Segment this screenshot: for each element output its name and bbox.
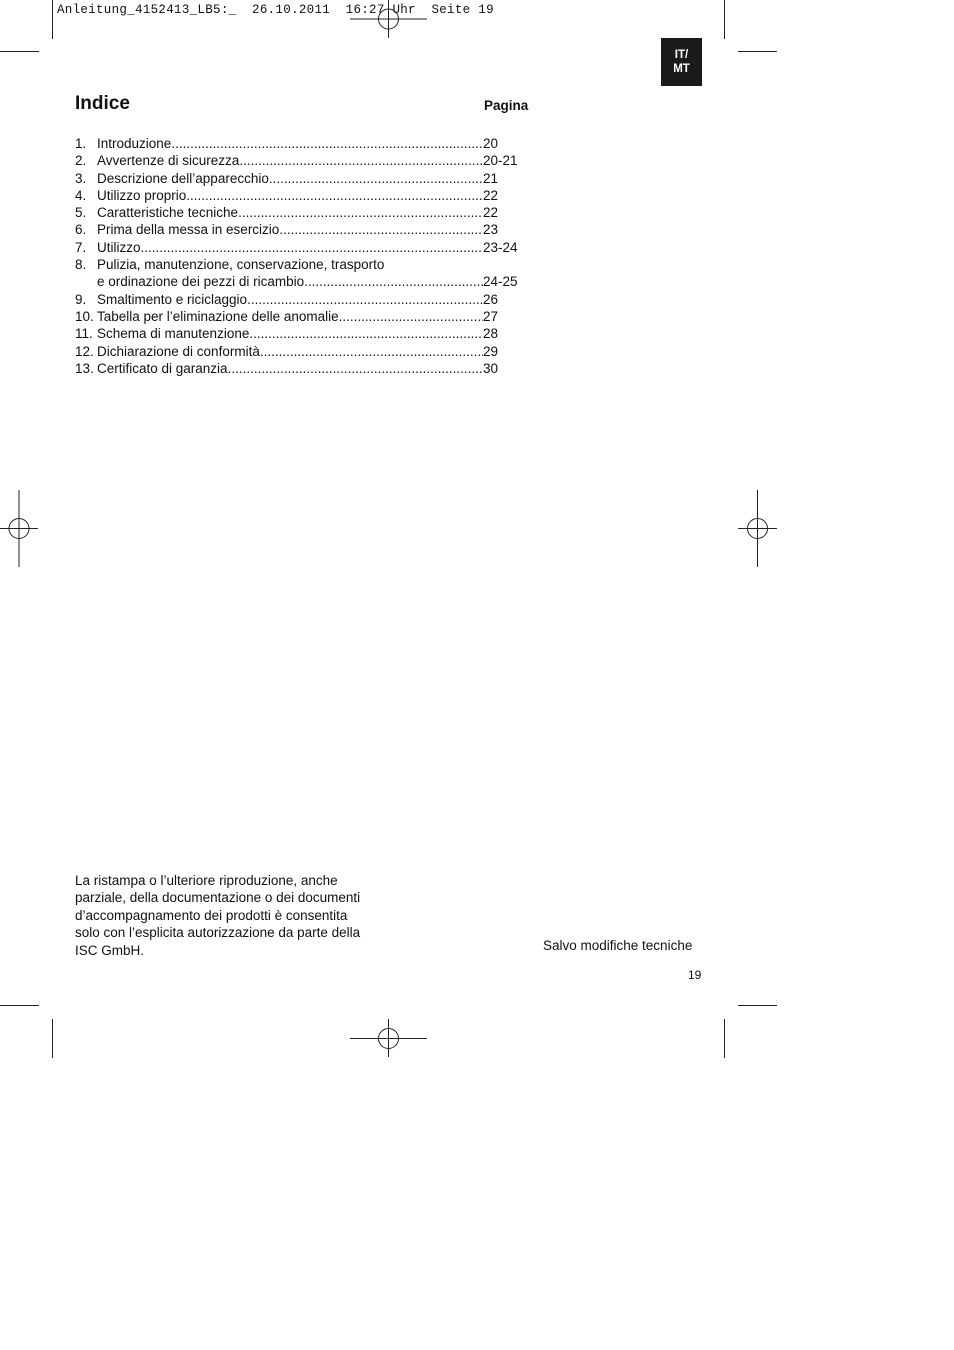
toc-entry-page: 29: [483, 343, 499, 359]
toc-entry-label: Prima della messa in esercizio: [97, 222, 280, 238]
toc-entry-number: 11.: [75, 326, 93, 342]
toc-entry-number: 7.: [75, 239, 87, 255]
toc-dot-leader: [260, 343, 483, 360]
toc-entry-page: 22: [483, 187, 499, 203]
toc-entry-page: 20: [483, 136, 499, 151]
toc-entry-label: Descrizione dell’apparecchio: [97, 170, 269, 186]
toc-entry-number: 1.: [75, 136, 87, 151]
toc-dot-leader: [228, 360, 483, 377]
toc-entry-number: [75, 273, 97, 290]
toc-entry: [75, 204, 535, 221]
toc-dot-leader: [171, 135, 483, 152]
reproduction-notice-line: La ristampa o l’ulteriore riproduzione, anche: [75, 873, 338, 888]
toc-entry-label: Introduzione: [97, 136, 172, 151]
toc-entry: [75, 325, 535, 342]
toc-entry-label: Utilizzo proprio: [97, 187, 187, 203]
toc-entry: [75, 170, 535, 187]
toc-entry-label: Smaltimento e riciclaggio: [97, 291, 248, 307]
toc-entry-label: e ordinazione dei pezzi di ricambio: [97, 274, 305, 290]
toc-entry: [75, 135, 535, 152]
language-tab: [661, 38, 702, 86]
toc-entry-page: 30: [483, 360, 499, 376]
toc-entry-page: 27: [483, 308, 499, 324]
toc-entry-page: 23-24: [483, 239, 518, 255]
toc-dot-leader: [269, 170, 483, 187]
toc-dot-leader: [279, 221, 483, 238]
toc-entry-number: 9.: [75, 291, 87, 307]
toc-entry-number: 12.: [75, 343, 94, 359]
reproduction-notice-line: solo con l’esplicita autorizzazione da parte della: [75, 925, 361, 941]
toc-entry: [75, 187, 535, 204]
toc-entry-label: Pulizia, manutenzione, conservazione, trasporto: [97, 257, 385, 273]
toc-entry-number: 13.: [75, 360, 94, 376]
toc-entry: [75, 360, 535, 377]
toc-entry: [75, 239, 535, 256]
toc-entry: [75, 273, 535, 290]
toc-entry: [75, 256, 535, 273]
toc-dot-leader: [141, 239, 483, 256]
table-of-contents: [75, 135, 535, 377]
toc-entry-number: 10.: [75, 308, 94, 324]
toc-entry: [75, 343, 535, 360]
toc-dot-leader: [339, 308, 483, 325]
toc-dot-leader: [247, 291, 483, 308]
toc-entry-number: 5.: [75, 205, 87, 221]
toc-entry-page: 28: [483, 326, 499, 342]
toc-entry: [75, 152, 535, 169]
toc-entry-number: 3.: [75, 170, 87, 186]
toc-entry-label: Schema di manutenzione: [97, 326, 250, 342]
toc-entry-label: Certificato di garanzia: [97, 360, 228, 376]
toc-entry-page: 26: [483, 291, 499, 307]
toc-entry-number: 8.: [75, 257, 87, 273]
toc-entry-page: 23: [483, 222, 499, 238]
toc-dot-leader: [238, 204, 483, 221]
page-column-header: Pagina: [484, 98, 529, 113]
toc-entry-page: 21: [483, 170, 499, 186]
toc-dot-leader: [239, 152, 483, 169]
toc-dot-leader: [304, 273, 483, 290]
page-title: Indice: [75, 93, 130, 114]
toc-entry-label: Caratteristiche tecniche: [97, 205, 239, 221]
reproduction-notice: [75, 872, 405, 959]
toc-entry: [75, 308, 535, 325]
toc-entry-page: 22: [483, 205, 499, 221]
toc-entry-number: 6.: [75, 222, 87, 238]
toc-entry-label: Tabella per l’eliminazione delle anomalie: [97, 308, 339, 324]
toc-entry-page: 24-25: [483, 274, 518, 290]
toc-dot-leader: [249, 325, 483, 342]
reproduction-notice-line: ISC GmbH.: [75, 942, 145, 958]
toc-entry-label: Utilizzo: [97, 239, 141, 255]
reproduction-notice-line: d’accompagnamento dei prodotti è consentita: [75, 907, 348, 923]
language-tab-line2: MT: [673, 63, 690, 75]
toc-entry: [75, 221, 535, 238]
toc-entry: [75, 291, 535, 308]
toc-entry-page: 20-21: [483, 153, 518, 169]
technical-changes-note: Salvo modifiche tecniche: [543, 938, 693, 953]
toc-entry-label: Avvertenze di sicurezza: [97, 153, 240, 169]
toc-entry-number: 2.: [75, 153, 87, 169]
reproduction-notice-line: parziale, della documentazione o dei documenti: [75, 890, 361, 906]
toc-dot-leader: [186, 187, 483, 204]
print-slug: Anleitung_4152413_LB5:_ 26.10.2011 16:27 Uhr Seite 19: [57, 3, 494, 17]
language-tab-line1: IT/: [674, 49, 689, 61]
toc-entry-label: Dichiarazione di conformità: [97, 343, 260, 359]
page-number: 19: [688, 968, 702, 982]
toc-entry-number: 4.: [75, 187, 87, 203]
